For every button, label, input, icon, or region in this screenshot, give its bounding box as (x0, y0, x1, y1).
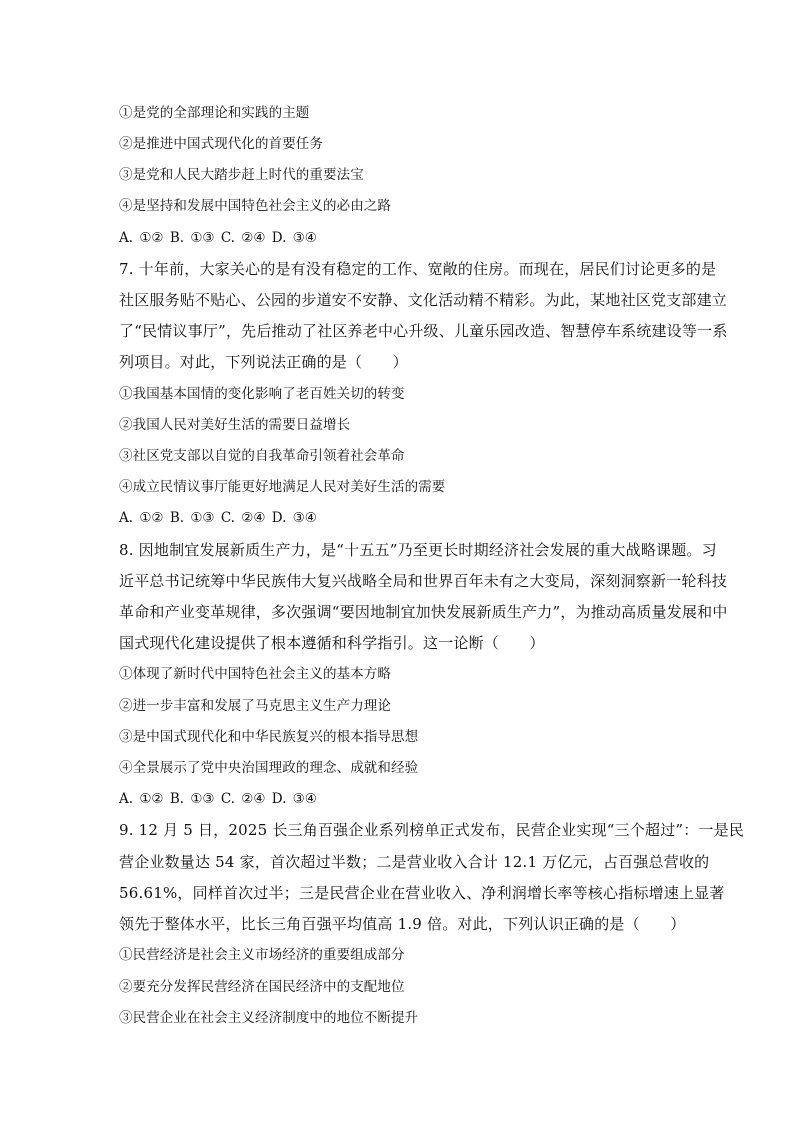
question-stem-line: 7. 十年前，大家关心的是有没有稳定的工作、宽敞的住房。而现在，居民们讨论更多的是 (119, 260, 717, 278)
option-line: ③社区党支部以自觉的自我革命引领着社会革命 (119, 448, 405, 464)
question-stem-line: 营企业数量达 54 家，首次超过半数；二是营业收入合计 12.1 万亿元，占百强总营收的 (119, 853, 710, 871)
option-line: ②要充分发挥民营经济在国民经济中的支配地位 (119, 979, 405, 995)
option-line: ①我国基本国情的变化影响了老百姓关切的转变 (119, 386, 405, 402)
option-line: ①民营经济是社会主义市场经济的重要组成部分 (119, 947, 405, 963)
answer-choices: A. ①② B. ①③ C. ②④ D. ③④ (119, 791, 317, 807)
option-line: ③是中国式现代化和中华民族复兴的根本指导思想 (119, 729, 419, 745)
question-stem-line: 领先于整体水平，比长三角百强平均值高 1.9 倍。对此，下列认识正确的是（ ） (119, 915, 686, 933)
question-stem-line: 革命和产业变革规律，多次强调“要因地制宜加快发展新质生产力”，为推动高质量发展和中 (119, 603, 728, 621)
option-line: ④成立民情议事厅能更好地满足人民对美好生活的需要 (119, 479, 446, 495)
option-line: ②进一步丰富和发展了马克思主义生产力理论 (119, 698, 391, 714)
question-stem-line: 56.61%，同样首次过半；三是民营企业在营业收入、净利润增长率等核心指标增速上显著 (119, 884, 725, 902)
answer-choices: A. ①② B. ①③ C. ②④ D. ③④ (119, 510, 317, 526)
option-line: ②是推进中国式现代化的首要任务 (119, 136, 323, 152)
option-line: ①体现了新时代中国特色社会主义的基本方略 (119, 666, 391, 682)
option-line: ①是党的全部理论和实践的主题 (119, 105, 310, 121)
question-stem-line: 社区服务贴不贴心、公园的步道安不安静、文化活动精不精彩。为此，某地社区党支部建立 (119, 291, 728, 309)
question-stem-line: 了“民情议事厅”，先后推动了社区养老中心升级、儿童乐园改造、智慧停车系统建设等一系 (119, 322, 728, 340)
option-line: ②我国人民对美好生活的需要日益增长 (119, 417, 351, 433)
option-line: ③是党和人民大踏步赶上时代的重要法宝 (119, 167, 364, 183)
option-line: ③民营企业在社会主义经济制度中的地位不断提升 (119, 1010, 419, 1026)
question-stem-line: 近平总书记统筹中华民族伟大复兴战略全局和世界百年未有之大变局，深刻洞察新一轮科技 (119, 572, 728, 590)
option-line: ④是坚持和发展中国特色社会主义的必由之路 (119, 198, 391, 214)
option-line: ④全景展示了党中央治国理政的理念、成就和经验 (119, 760, 419, 776)
answer-choices: A. ①② B. ①③ C. ②④ D. ③④ (119, 230, 317, 246)
question-stem-line: 8. 因地制宜发展新质生产力，是“十五五”乃至更长时期经济社会发展的重大战略课题。习 (119, 541, 717, 559)
question-stem-line: 国式现代化建设提供了根本遵循和科学指引。这一论断（ ） (119, 634, 545, 652)
question-stem-line: 列项目。对此，下列说法正确的是（ ） (119, 353, 408, 371)
question-stem-line: 9. 12 月 5 日，2025 长三角百强企业系列榜单正式发布，民营企业实现“三个超过”：一是民 (119, 821, 745, 839)
